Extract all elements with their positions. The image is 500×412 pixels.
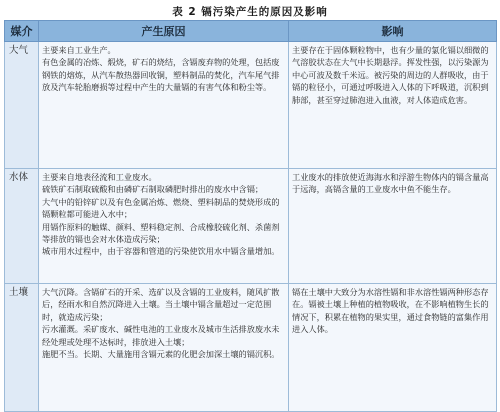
media-cell: 大气 (5, 42, 39, 169)
header-media: 媒介 (5, 21, 39, 42)
media-cell: 水体 (5, 169, 39, 284)
header-cause: 产生原因 (39, 21, 289, 42)
effect-line: 镉在土壤中大致分为水溶性镉和非水溶性镉两种形态存在。镉被土壤上种植的植物吸收，在不影响植物生长的情况下，积累在植物的果实里，通过食物链的富集作用进入人体。 (292, 287, 489, 335)
table-row (5, 284, 497, 412)
effect-cell (289, 42, 497, 169)
cause-cell (39, 42, 289, 169)
cause-line: 城市用水过程中，由于容器和管道的污染使饮用水中镉含量增加。 (42, 246, 280, 257)
cause-line: 主要来自地表径流和工业废水。 (42, 172, 157, 182)
cause-line: 施肥不当。长期、大量施用含镉元素的化肥会加深土壤的镉沉积。 (42, 349, 280, 360)
cause-line: 用镉作原料的触媒、颜料、塑料稳定剂、合成橡胶硫化剂、杀菌剂等排放的镉也会对水体造成污染； (42, 221, 280, 245)
effect-line: 主要存在于固体颗粒物中，也有少量的氯化镉以细微的气溶胶状态在大气中长期悬浮。挥发性强，以污染源为中心可波及数千米远。被污染的周边的人群吸收，由于镉的粒径小，可通过呼吸进入人体的下呼吸道，沉积到肺部，甚至穿过肺泡进入血液，对人体造成危害。 (292, 45, 489, 105)
table-row (5, 169, 497, 284)
cause-line: 有色金属的冶炼、煅烧，矿石的烧结，含镉废弃物的处理，包括废钢铁的熔炼，从汽车散热器回收铜，塑料制品的焚化，汽车尾气排放及汽车轮胎磨损等过程中产生的大量镉的有害气体和粉尘等。 (42, 57, 280, 93)
table-row (5, 42, 497, 169)
cause-line: 硫铁矿石制取硫酸和由磷矿石制取磷肥时排出的废水中含镉； (42, 184, 264, 195)
header-effect: 影响 (289, 21, 497, 42)
header-row (5, 21, 497, 42)
cause-cell (39, 284, 289, 412)
table-caption: 表 2 镉污染产生的原因及影响 (172, 6, 328, 18)
cadmium-pollution-table (4, 20, 497, 412)
media-cell: 土壤 (5, 284, 39, 412)
effect-cell (289, 169, 497, 284)
cause-cell (39, 169, 289, 284)
cause-line: 大气沉降。含镉矿石的开采、选矿以及含镉的工业废料，随风扩散后，经雨水和自然沉降进入土壤。当土壤中镉含量超过一定范围时，就造成污染； (42, 287, 280, 322)
cause-line: 大气中的铅锌矿以及有色金属冶炼、燃烧、塑料制品的焚烧形成的镉颗粒都可能进入水中； (42, 196, 280, 220)
cause-line: 污水灌溉。采矿废水、碱性电池的工业废水及城市生活排放废水未经处理或处理不达标时，排放进入土壤； (42, 324, 280, 347)
effect-line: 工业废水的排放使近海海水和浮游生物体内的镉含量高于远海，高镉含量的工业废水中鱼不能生存。 (292, 172, 489, 195)
cause-line: 主要来自工业生产。 (42, 45, 116, 55)
effect-cell (289, 284, 497, 412)
